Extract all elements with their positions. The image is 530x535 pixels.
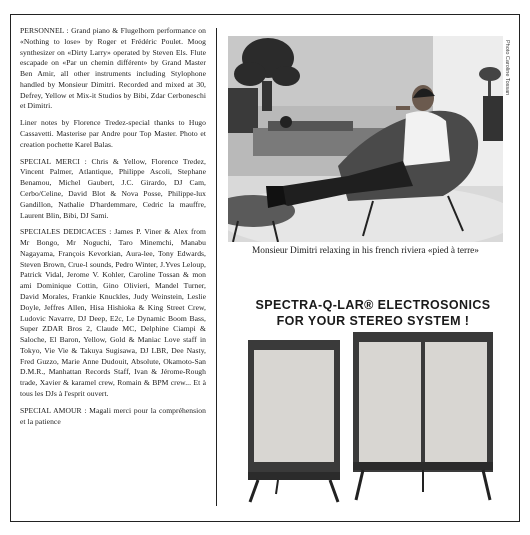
- ad-headline: [228, 298, 518, 329]
- right-speaker: [353, 332, 493, 500]
- speaker-cabinets-illustration: [238, 332, 502, 504]
- credits-paragraph: Liner notes by Florence Tredez-special thanks to Hugo Cassavetti. Masterise par Andre pour Top Master. Photo et creation pochette Karel Balas.: [20, 118, 206, 149]
- special-thanks-paragraph: SPECIAL MERCI : Chris & Yellow, Florence Tredez, Vincent Palmer, Atlantique, Philippe Ascoli, Stephane Benamou, Michel Gaubert, J.C. Girardo, DJ Cam, Cerbo/Celine, David Blot & Nova Posse, Philippe-lux Gandillon, Nathalie D'hardemmare, Cedric la mauffre, Laurent Blin, Bibi, DJ Sami.: [20, 156, 206, 220]
- special-love-paragraph: SPECIAL AMOUR : Magali merci pour la compréhension et la patience: [20, 405, 206, 426]
- liner-notes-column: [20, 26, 206, 433]
- photo-illustration: [228, 36, 503, 242]
- living-room-photo: [228, 36, 503, 242]
- ad-headline-line2: FOR YOUR STEREO SYSTEM !: [276, 313, 470, 328]
- photo-credit: Photo Caroline Tossan: [504, 40, 510, 96]
- personnel-paragraph: PERSONNEL : Grand piano & Flugelhorn performance on «Nothing to lose» by Roger et Frédéric Poulet. Moog synthesizer on «Dirty Larry» operated by Steven Els. Flute escapade on «Par un chemin différent» by Grand Master Ben Amir, all other instruments including Stylophone handled by Monsieur Dimitri. Recorded and mixed at 30, Defrey, Yellow et Mix-it Studios by Bibi, Zdar Cerboneschi et Dimitri.: [20, 26, 206, 111]
- ad-headline-line1: SPECTRA-Q-LAR® ELECTROSONICS: [255, 298, 491, 312]
- dedications-paragraph: SPECIALES DEDICACES : James P. Viner & Alex from Mr Bongo, Mr Noguchi, Taro Minemchi, Manabu Nagayama, François Kevorkian, Aura-lee, Tony Edwards, Steven Brown, Crue-l sounds, Pedro Winter, J.Yves Leloup, Patrick Vidal, Jerome V. Kohler, Caroline Tossan & mon ami Dominique Cottin, Gino Olivieri, Mandel Turner, David Morales, Frankie Knuckles, Judy Weinstein, Leslie Doyle, Jeffres Allen, Hisa Hishioka & King Street Crew, Ludovic Navarre, DJ Deep, E2c, Le Dynamic Boom Bass, Super ZDAR Bros 2, Claude MC, Delphine Ciampi & Saloche, El Baron, Yellow, Gold & Maniac Love staff in Tokyo, Vie Vie & Takuya Sugisawa, DJ LBR, Dee Nasty, Fred Guzzo, Marie Anne Dudouit, Absolute, Okamoto-San D.M.R., Manhattan Records Staff, Ivan & Jérome-Rough trade, Xavier & karamel crew, Romain & BPM crew... Et à tous les DJs à l'esprit ouvert.: [20, 227, 206, 398]
- photo-caption: Monsieur Dimitri relaxing in his french riviera «pied à terre»: [252, 246, 479, 256]
- speakers-drawing: [238, 332, 502, 504]
- column-divider: [216, 28, 217, 506]
- left-speaker: [248, 340, 340, 502]
